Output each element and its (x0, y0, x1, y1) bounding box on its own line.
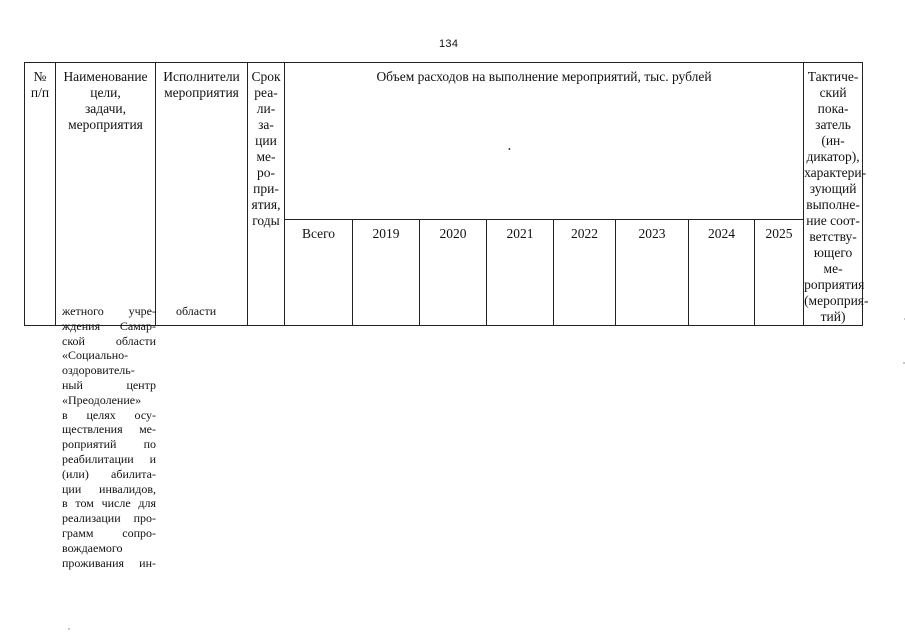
year-header-2020: 2020 (420, 219, 487, 325)
year-header-2021: 2021 (487, 219, 554, 325)
year-header-2023: 2023 (616, 219, 689, 325)
header-expenses: Объем расходов на выполнение мероприятий, тыс. рублей (285, 63, 804, 220)
header-indicator-text: Тактиче- ский пока- затель (ин- дикатор), характери- зующий выполне- ние соот- ветству- ющего ме- роприятия (мероприя- тий) (804, 69, 869, 324)
year-header-2024: 2024 (689, 219, 755, 325)
continuation-executor-text: области (176, 304, 217, 318)
scan-speck (68, 628, 70, 630)
year-header-2025: 2025 (755, 219, 804, 325)
header-number-text: № п/п (30, 69, 50, 100)
budget-table (24, 62, 869, 326)
page-number: 134 (439, 38, 459, 50)
header-executors-text: Исполнители мероприятия (163, 69, 240, 100)
header-term-text: Срок реа- ли- за- ции ме- ро- при- ятия, годы (251, 69, 281, 228)
header-indicator (804, 63, 869, 326)
header-executors (156, 63, 248, 326)
year-header-2019: 2019 (353, 219, 420, 325)
header-number (25, 63, 56, 326)
header-name-text: Наименование цели, задачи, мероприятия (63, 69, 148, 132)
continuation-name-text: жетного учре- ждения Самар- ской области «Социально- оздоровитель- ный центр «Преодоление» в целях осу- ществления ме- роприятий по реабилитации и (или) абилита- ции инвалидов, в том числе для реализации про- грамм сопро- вождаемого проживания ин- (62, 304, 156, 570)
header-name (56, 63, 156, 326)
year-header-2022: 2022 (554, 219, 616, 325)
header-term (248, 63, 285, 326)
scan-marker: • (508, 145, 511, 154)
year-header-total: Всего (285, 219, 353, 325)
